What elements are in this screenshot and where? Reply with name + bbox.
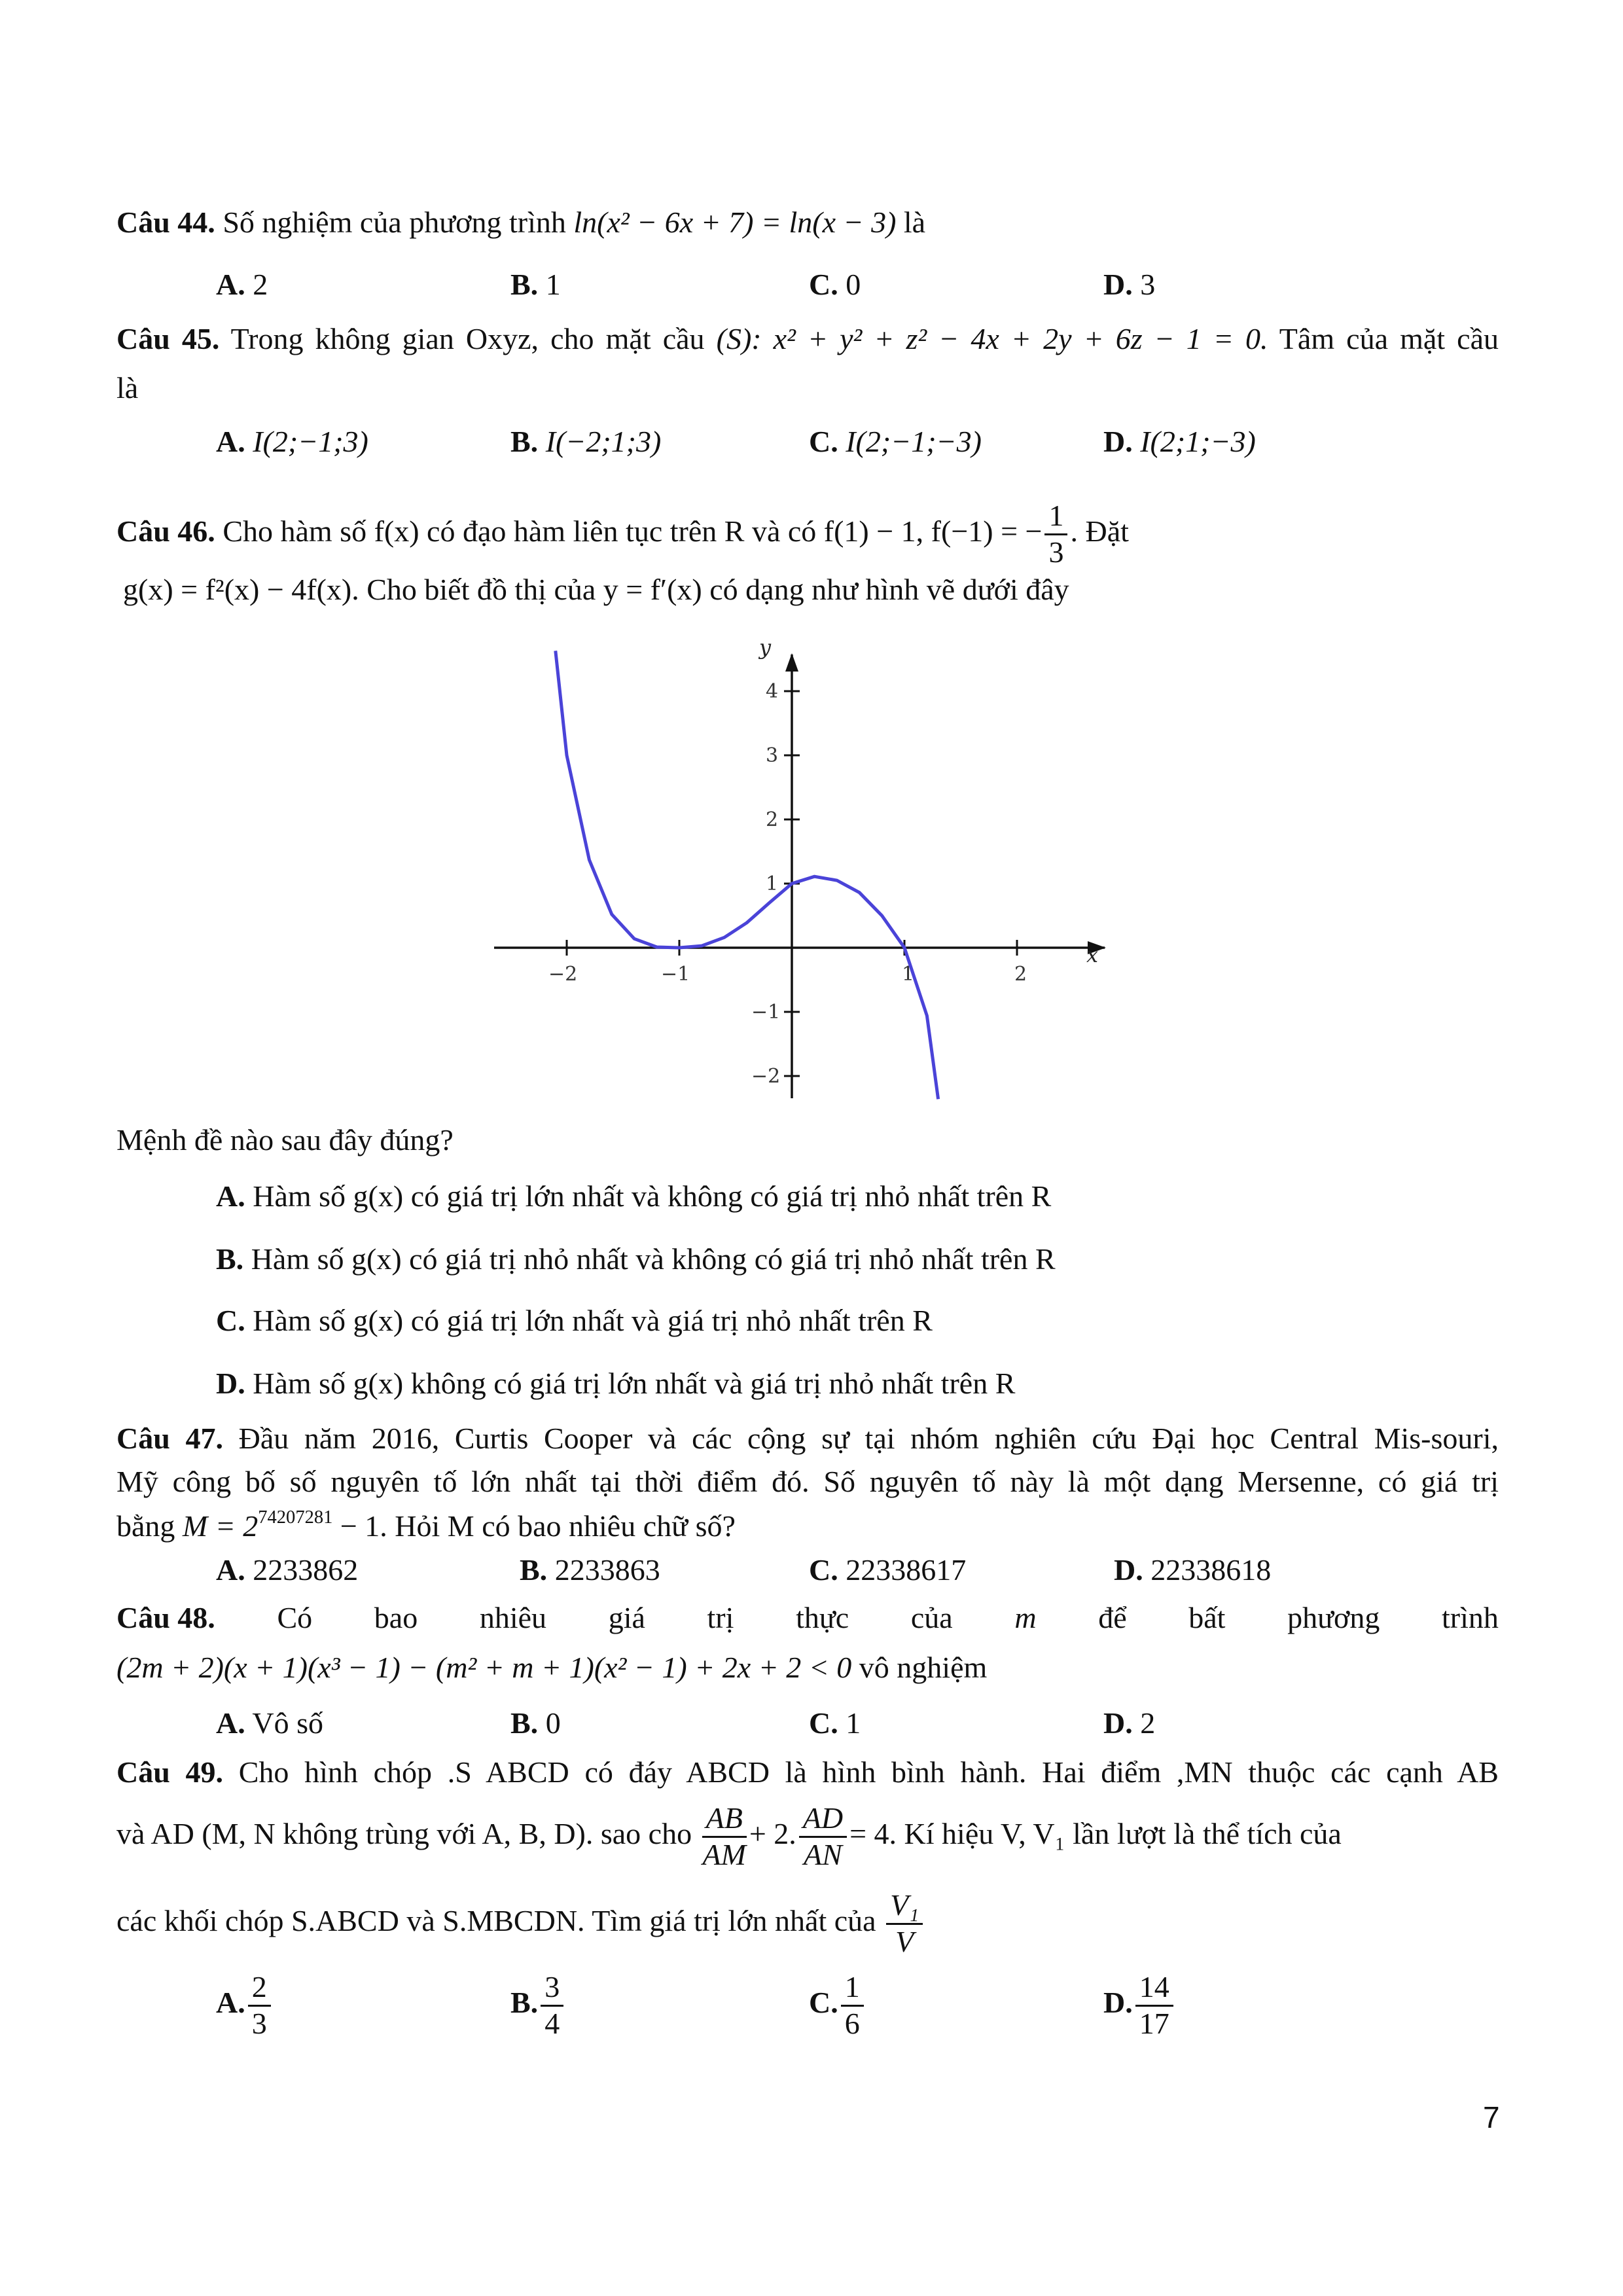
q45-equation: (S): x² + y² + z² − 4x + 2y + 6z − 1 = 0. bbox=[716, 322, 1268, 355]
q44-stem bbox=[116, 204, 925, 240]
q46-option-d[interactable]: D. Hàm số g(x) không có giá trị lớn nhất và giá trị nhỏ nhất trên R bbox=[216, 1367, 1016, 1400]
y-tick-label: −1 bbox=[751, 1001, 781, 1024]
q45-line2: là bbox=[116, 371, 139, 404]
q44-option-b[interactable]: B. 1 bbox=[510, 268, 561, 301]
q44-option-c[interactable]: C. 0 bbox=[809, 268, 861, 301]
q48-line2: (2m + 2)(x + 1)(x³ − 1) − (m² + m + 1)(x² − 1) + 2x + 2 < 0 vô nghiệm bbox=[116, 1651, 988, 1684]
q47-line1: Câu 47. Đầu năm 2016, Curtis Cooper và các cộng sự tại nhóm nghiên cứu Đại học Central Mis-souri, bbox=[116, 1422, 1499, 1455]
q48-option-b[interactable]: B. 0 bbox=[510, 1706, 561, 1740]
q47-label: Câu 47. bbox=[116, 1422, 223, 1455]
page-number: 7 bbox=[1483, 2100, 1500, 2134]
y-tick-label: 1 bbox=[766, 872, 779, 895]
q49-fraction-ad-an: $\frac{AD}{AN}$ bbox=[799, 1801, 847, 1873]
x-tick-label: 2 bbox=[1014, 963, 1027, 986]
q48-option-a[interactable]: A. Vô số bbox=[216, 1706, 324, 1740]
q45-text-tail: Tâm của mặt cầu bbox=[1279, 322, 1499, 355]
y-tick-label: 3 bbox=[766, 744, 779, 767]
q47-line2: Mỹ công bố số nguyên tố lớn nhất tại thời điểm đó. Số nguyên tố này là một dạng Mersenne, có giá trị bbox=[116, 1465, 1499, 1498]
q44-tail: là bbox=[903, 206, 926, 239]
q49-option-d[interactable]: D. $\frac{14}{17}$ bbox=[1103, 1970, 1176, 2041]
q46-fraction: $\frac{1}{3}$ bbox=[1044, 499, 1067, 570]
q48-label: Câu 48. bbox=[116, 1601, 215, 1634]
q47-option-b[interactable]: B. 2233863 bbox=[520, 1553, 660, 1587]
q44-option-d[interactable]: D. 3 bbox=[1103, 268, 1156, 301]
q47-option-c[interactable]: C. 22338617 bbox=[809, 1553, 967, 1587]
q49-line1: Câu 49. Cho hình chóp .S ABCD có đáy ABCD là hình bình hành. Hai điểm ,MN thuộc các cạnh AB bbox=[116, 1755, 1499, 1789]
q46-text: Cho hàm số f(x) có đạo hàm liên tục trên R và có f(1) − 1, f(−1) = − bbox=[223, 514, 1043, 548]
q47-line3: bằng $M = 2^{74207281} - 1$. Hỏi M có bao nhiêu chữ số? bbox=[116, 1507, 736, 1543]
q45-stem bbox=[116, 321, 1499, 357]
q46-question: Mệnh đề nào sau đây đúng? bbox=[116, 1123, 454, 1157]
q46-option-a[interactable]: A. Hàm số g(x) có giá trị lớn nhất và không có giá trị nhỏ nhất trên R bbox=[216, 1179, 1052, 1213]
q46-label: Câu 46. bbox=[116, 514, 215, 548]
q44-label: Câu 44. bbox=[116, 206, 215, 239]
q46-line1-tail: . Đặt bbox=[1070, 514, 1129, 548]
q49-option-b[interactable]: B. $\frac{3}{4}$ bbox=[510, 1970, 566, 2041]
q45-option-d[interactable]: D. I(2;1;−3) bbox=[1103, 425, 1256, 458]
x-tick-label: 1 bbox=[902, 963, 915, 986]
q49-line2: và AD (M, N không trùng với A, B, D). sao cho $\frac{AB}{AM}$ + 2. $\frac{AD}{AN}$ = 4. Kí hiệu V, V₁ lần lượt là thể tích của bbox=[116, 1801, 1342, 1871]
y-axis-label: y bbox=[759, 635, 772, 660]
q47-option-a[interactable]: A. 2233862 bbox=[216, 1553, 359, 1587]
q46-graph bbox=[484, 635, 1126, 1106]
q48-equation: (2m + 2)(x + 1)(x³ − 1) − (m² + m + 1)(x² − 1) + 2x + 2 < 0 bbox=[116, 1651, 852, 1684]
q44-text: Số nghiệm của phương trình bbox=[223, 206, 566, 239]
q47-option-d[interactable]: D. 22338618 bbox=[1114, 1553, 1272, 1587]
q48-option-c[interactable]: C. 1 bbox=[809, 1706, 861, 1740]
q44-option-a[interactable]: A. 2 bbox=[216, 268, 268, 301]
q45-text: Trong không gian Oxyz, cho mặt cầu bbox=[230, 322, 705, 355]
y-tick-label: 4 bbox=[766, 680, 779, 703]
q49-fraction-ab-am: $\frac{AB}{AM}$ bbox=[702, 1801, 746, 1871]
x-tick-label: −1 bbox=[661, 963, 690, 986]
q45-option-a[interactable]: A. I(2;−1;3) bbox=[216, 425, 368, 458]
q46-line2: g(x) = f²(x) − 4f(x). Cho biết đồ thị của y = f′(x) có dạng như hình vẽ dưới đây bbox=[123, 573, 1069, 606]
q49-fraction-v1-v: $\frac{\text{V₁}}{V}$ bbox=[886, 1888, 923, 1960]
q47-mersenne: $M = 2^{74207281}$ bbox=[182, 1507, 333, 1543]
q46-option-c[interactable]: C. Hàm số g(x) có giá trị lớn nhất và giá trị nhỏ nhất trên R bbox=[216, 1304, 933, 1337]
q48-option-d[interactable]: D. 2 bbox=[1103, 1706, 1156, 1740]
derivative-curve bbox=[556, 651, 938, 1099]
x-tick-label: −2 bbox=[548, 963, 578, 986]
q49-line3: các khối chóp S.ABCD và S.MBCDN. Tìm giá trị lớn nhất của $\frac{\text{V₁}}{V}$ bbox=[116, 1888, 925, 1960]
q46-option-b[interactable]: B. Hàm số g(x) có giá trị nhỏ nhất và không có giá trị nhỏ nhất trên R bbox=[216, 1242, 1056, 1276]
q45-option-c[interactable]: C. I(2;−1;−3) bbox=[809, 425, 982, 458]
y-tick-label: −2 bbox=[751, 1065, 781, 1088]
q45-label: Câu 45. bbox=[116, 322, 220, 355]
q48-line1: Câu 48. Có bao nhiêu giá trị thực của m để bất phương trình bbox=[116, 1600, 1499, 1636]
q46-line1 bbox=[116, 499, 1129, 570]
q44-equation: ln(x² − 6x + 7) = ln(x − 3) bbox=[573, 206, 897, 239]
x-axis-label: x bbox=[1086, 942, 1099, 967]
q49-option-a[interactable]: A. $\frac{2}{3}$ bbox=[216, 1970, 274, 2041]
q49-option-c[interactable]: C. $\frac{1}{6}$ bbox=[809, 1970, 866, 2041]
q45-option-b[interactable]: B. I(−2;1;3) bbox=[510, 425, 662, 458]
y-tick-label: 2 bbox=[766, 808, 779, 831]
q49-label: Câu 49. bbox=[116, 1755, 224, 1789]
